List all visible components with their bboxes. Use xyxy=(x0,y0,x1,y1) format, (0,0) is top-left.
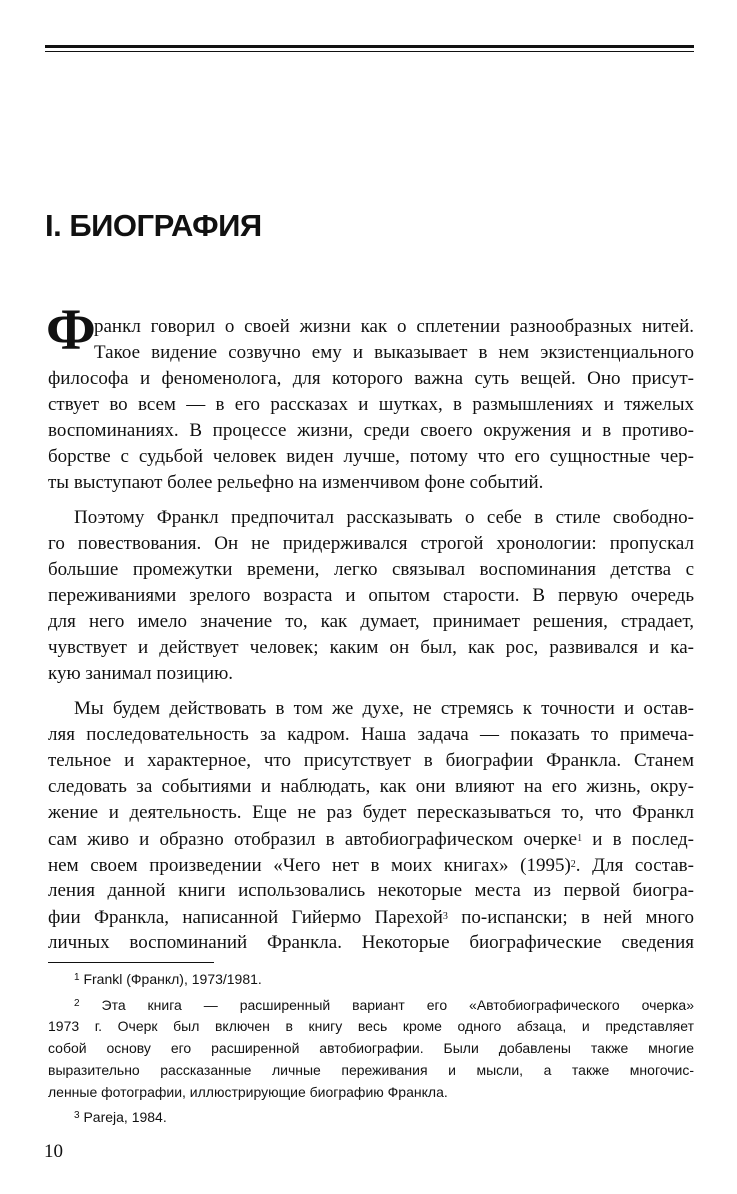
body-line: философа и феноменолога, для которого важна суть вещей. Оно присут- xyxy=(48,368,694,389)
footnote-text: Эта книга — расширенный вариант его «Автобиографического очерка» xyxy=(101,997,694,1013)
footnote-mark: 2 xyxy=(74,998,80,1009)
footnote-ref: 1 xyxy=(577,833,583,844)
page-number: 10 xyxy=(44,1141,63,1162)
top-rule-thick xyxy=(45,45,694,48)
body-line: для него имело значение то, как думает, принимает решения, страдает, xyxy=(48,611,694,632)
chapter-heading: I. БИОГРАФИЯ xyxy=(45,208,262,243)
footnote-line: 1973 г. Очерк был включен в книгу весь кроме одного абзаца, и представляет xyxy=(48,1018,694,1034)
footnote-2 xyxy=(74,994,694,1014)
body-text: . Для состав- xyxy=(575,855,694,876)
footnote-ref: 3 xyxy=(442,911,448,922)
body-line: воспоминаниях. В процессе жизни, среди своего окружения и в противо- xyxy=(48,420,694,441)
body-line: ранкл говорил о своей жизни как о сплетении разнообразных нитей. xyxy=(94,316,694,337)
footnote-mark: 1 xyxy=(74,972,80,983)
footnote-3 xyxy=(74,1106,694,1126)
body-line: Поэтому Франкл предпочитал рассказывать о себе в стиле свободно- xyxy=(74,507,694,528)
footnote-text: Pareja, 1984. xyxy=(83,1109,167,1125)
body-text: нем своем произведении «Чего нет в моих книгах» (1995) xyxy=(48,855,571,876)
footnote-ref: 2 xyxy=(570,859,576,870)
footnote-rule xyxy=(48,962,214,963)
footnote-text: Frankl (Франкл), 1973/1981. xyxy=(83,971,262,987)
body-line xyxy=(48,826,694,851)
body-line: переживаниями зрелого возраста и опытом старости. В первую очередь xyxy=(48,585,694,606)
body-line: Такое видение созвучно ему и выказывает в нем экзистенциального xyxy=(94,342,694,363)
body-line: большие промежутки времени, легко связывал воспоминания детства с xyxy=(48,559,694,580)
drop-cap: Ф xyxy=(46,297,96,362)
footnote-1 xyxy=(74,968,694,988)
body-line: жение и деятельность. Еще не раз будет пересказываться то, что Франкл xyxy=(48,802,694,823)
body-text: по-испански; в ней много xyxy=(447,907,694,928)
body-line: следовать за событиями и наблюдать, как они влияют на его жизнь, окру- xyxy=(48,776,694,797)
body-line: Мы будем действовать в том же духе, не стремясь к точности и остав- xyxy=(74,698,694,719)
body-line: ления данной книги использовались некоторые места из первой биогра- xyxy=(48,880,694,901)
body-line: ты выступают более рельефно на изменчивом фоне событий. xyxy=(48,472,544,493)
top-rule-thin xyxy=(45,51,694,52)
body-line: ляя последовательность за кадром. Наша задача — показать то примеча- xyxy=(48,724,694,745)
footnote-line: выразительно рассказанные личные переживания и мысли, а также многочис- xyxy=(48,1062,694,1078)
body-line xyxy=(48,904,694,929)
footnote-line: собой основу его расширенной автобиографии. Были добавлены также многие xyxy=(48,1040,694,1056)
body-line: личных воспоминаний Франкла. Некоторые биографические сведения xyxy=(48,932,694,953)
body-line: чувствует и действует человек; каким он был, как рос, развивался и ка- xyxy=(48,637,694,658)
body-text: и в послед- xyxy=(582,829,695,850)
body-line: ствует во всем — в его рассказах и шутках, в размышлениях и тяжелых xyxy=(48,394,694,415)
body-text: фии Франкла, написанной Гийермо Парехой xyxy=(48,907,443,928)
body-line: го повествования. Он не придерживался строгой хронологии: пропускал xyxy=(48,533,694,554)
body-line: тельное и характерное, что присутствует в биографии Франкла. Станем xyxy=(48,750,694,771)
body-line xyxy=(48,852,694,877)
body-text: сам живо и образно отобразил в автобиографическом очерке xyxy=(48,829,578,850)
body-line: кую занимал позицию. xyxy=(48,663,234,684)
footnote-mark: 3 xyxy=(74,1110,80,1121)
body-line: борстве с судьбой человек виден лучше, потому что его сущностные чер- xyxy=(48,446,694,467)
footnote-line: ленные фотографии, иллюстрирующие биографию Франкла. xyxy=(48,1084,448,1100)
